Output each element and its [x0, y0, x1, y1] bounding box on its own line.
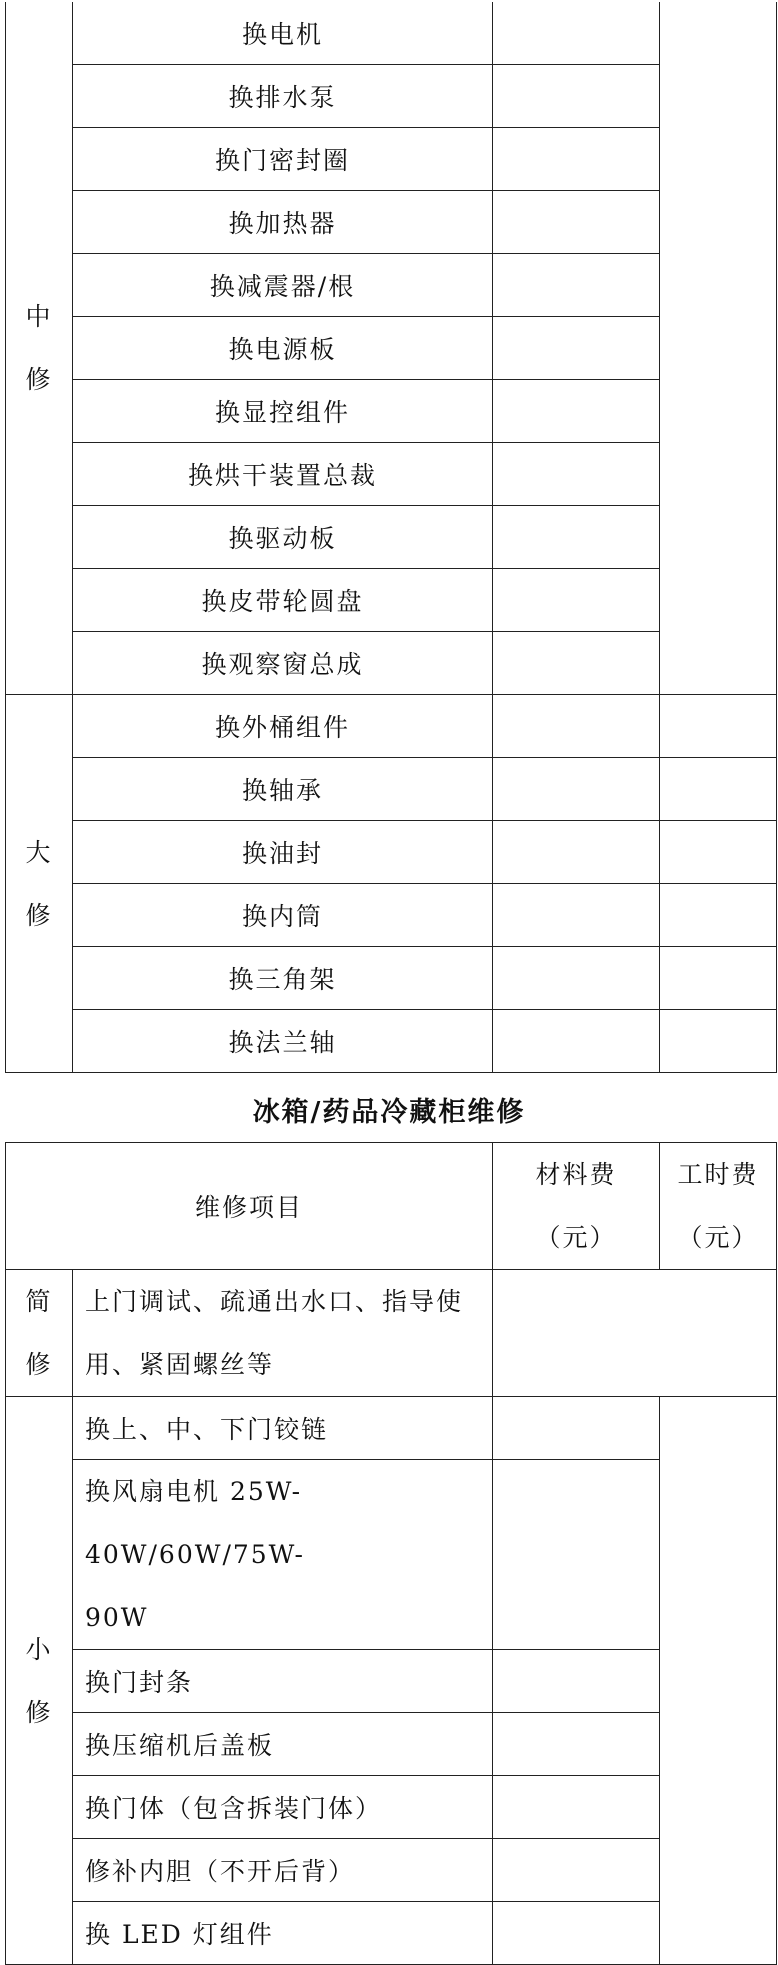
table-cell-item: 换烘干装置总裁: [73, 443, 493, 506]
header-labor-fee-line1: 工时费: [677, 1160, 759, 1189]
repair-table-upper: [5, 2, 777, 1073]
material-fee-cell[interactable]: [493, 1902, 660, 1965]
material-fee-cell[interactable]: [493, 317, 660, 380]
table-cell-item: 换减震器/根: [73, 254, 493, 317]
category-char: 修: [25, 1350, 53, 1379]
material-fee-cell[interactable]: [493, 506, 660, 569]
table-cell-item: 换驱动板: [73, 506, 493, 569]
category-char: 修: [25, 1697, 53, 1727]
table-cell-item: 换皮带轮圆盘: [73, 569, 493, 632]
labor-fee-cell[interactable]: [660, 947, 777, 1010]
material-fee-cell[interactable]: [493, 695, 660, 758]
material-fee-cell[interactable]: [493, 884, 660, 947]
category-char: 简: [25, 1287, 53, 1316]
material-fee-cell[interactable]: [493, 1650, 660, 1713]
category-char: 修: [25, 900, 53, 930]
header-material-fee-line1: 材料费: [535, 1160, 617, 1189]
category-small-repair: [6, 1397, 73, 1965]
table-cell-item: 换内筒: [73, 884, 493, 947]
item-line: 用、紧固螺丝等: [85, 1350, 275, 1379]
material-fee-cell[interactable]: [493, 380, 660, 443]
category-major-repair: [6, 695, 73, 1073]
table-cell-item: 换 LED 灯组件: [73, 1902, 493, 1965]
table-cell-item: 换电源板: [73, 317, 493, 380]
material-fee-cell[interactable]: [493, 2, 660, 65]
table-cell-item: [73, 1270, 493, 1397]
material-fee-cell[interactable]: [493, 1460, 660, 1650]
material-fee-cell[interactable]: [493, 191, 660, 254]
material-fee-cell[interactable]: [493, 1839, 660, 1902]
material-fee-cell[interactable]: [493, 1713, 660, 1776]
category-char: 修: [25, 365, 53, 394]
category-label: [6, 1618, 72, 1744]
labor-fee-cell[interactable]: [660, 1397, 777, 1965]
table-cell-item: 修补内胆（不开后背）: [73, 1839, 493, 1902]
table-cell-item: 换外桶组件: [73, 695, 493, 758]
table-cell-item: 换加热器: [73, 191, 493, 254]
table-cell-item: 换法兰轴: [73, 1010, 493, 1073]
table-cell-item: 换上、中、下门铰链: [73, 1397, 493, 1460]
item-line: 换风扇电机 25W-40W/60W/75W-: [85, 1477, 305, 1569]
labor-fee-cell[interactable]: [660, 821, 777, 884]
header-item: 维修项目: [6, 1143, 493, 1270]
category-label: [6, 821, 72, 947]
table-cell-item: 换轴承: [73, 758, 493, 821]
category-medium-repair: [6, 2, 73, 695]
category-char: 中: [25, 302, 53, 331]
material-fee-cell[interactable]: [493, 569, 660, 632]
material-fee-cell[interactable]: [493, 254, 660, 317]
category-char: 大: [25, 837, 53, 867]
material-fee-cell[interactable]: [493, 632, 660, 695]
material-fee-cell[interactable]: [493, 1397, 660, 1460]
material-fee-cell[interactable]: [493, 65, 660, 128]
table-cell-item: 换三角架: [73, 947, 493, 1010]
category-label: [6, 285, 72, 411]
material-fee-cell[interactable]: [493, 128, 660, 191]
table-cell-item: [73, 1460, 493, 1650]
header-labor-fee-line2: （元）: [677, 1223, 759, 1252]
table-cell-item: 换电机: [73, 2, 493, 65]
category-char: 小: [25, 1634, 53, 1664]
labor-fee-cell[interactable]: [660, 884, 777, 947]
material-fee-cell[interactable]: [493, 1776, 660, 1839]
category-label: [6, 1270, 72, 1396]
material-fee-cell[interactable]: [493, 758, 660, 821]
section-title: 冰箱/药品冷藏柜维修: [252, 1097, 526, 1128]
labor-fee-cell[interactable]: [660, 2, 777, 695]
table-cell-item: 换门体（包含拆装门体）: [73, 1776, 493, 1839]
table-cell-item: 换压缩机后盖板: [73, 1713, 493, 1776]
table-cell-item: 换门密封圈: [73, 128, 493, 191]
category-simple-repair: [6, 1270, 73, 1397]
material-fee-cell[interactable]: [493, 443, 660, 506]
header-labor-fee: [660, 1143, 777, 1270]
material-fee-cell[interactable]: [493, 821, 660, 884]
item-line: 上门调试、疏通出水口、指导使: [85, 1287, 464, 1316]
item-line: 90W: [85, 1603, 149, 1632]
table-cell-item: 换排水泵: [73, 65, 493, 128]
labor-fee-cell[interactable]: [660, 1010, 777, 1073]
material-fee-cell[interactable]: [493, 947, 660, 1010]
labor-fee-cell[interactable]: [660, 695, 777, 758]
header-material-fee: [493, 1143, 660, 1270]
table-cell-item: 换油封: [73, 821, 493, 884]
header-material-fee-line2: （元）: [535, 1223, 617, 1252]
table-cell-item: 换显控组件: [73, 380, 493, 443]
labor-fee-cell[interactable]: [660, 758, 777, 821]
repair-table-fridge: [5, 1142, 777, 1965]
table-cell-item: 换门封条: [73, 1650, 493, 1713]
fee-cell[interactable]: [493, 1270, 777, 1397]
material-fee-cell[interactable]: [493, 1010, 660, 1073]
table-cell-item: 换观察窗总成: [73, 632, 493, 695]
